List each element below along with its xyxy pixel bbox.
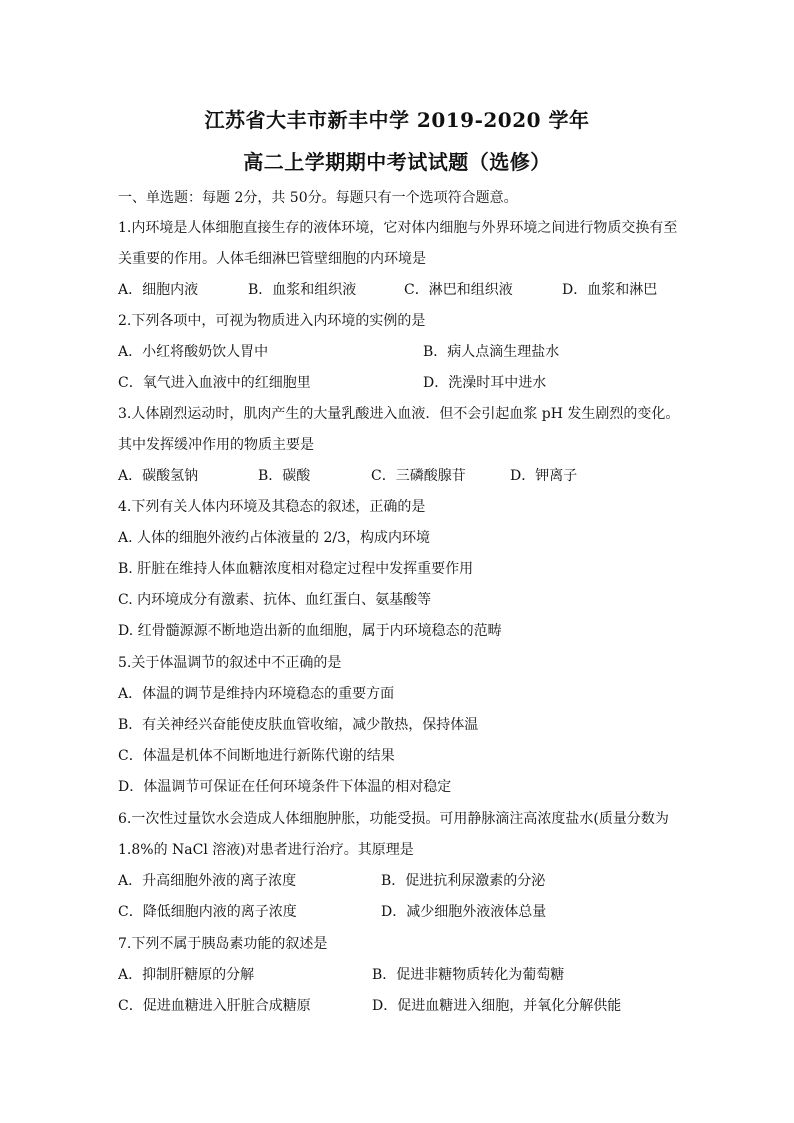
question-2-option-b: B．病人点滴生理盐水 [423, 344, 560, 360]
question-1-stem-line-1: 1.内环境是人体细胞直接生存的液体环境，它对体内细胞与外界环境之间进行物质交换有至 [118, 220, 678, 236]
question-7-option-a: A．抑制肝糖原的分解 [118, 967, 255, 983]
question-3-stem-line-1: 3.人体剧烈运动时，肌肉产生的大量乳酸进入血液．但不会引起血浆 pH 发生剧烈的变化。 [118, 406, 680, 422]
page-title: 江苏省大丰市新丰中学 2019-2020 学年 [204, 108, 590, 132]
question-7-option-d: D．促进血糖进入细胞，并氧化分解供能 [372, 998, 622, 1014]
question-3-option-b: B．碳酸 [258, 468, 311, 484]
question-4-option-b: B. 肝脏在维持人体血糖浓度相对稳定过程中发挥重要作用 [118, 561, 474, 577]
question-7-option-b: B．促进非糖物质转化为葡萄糖 [372, 967, 565, 983]
question-7-option-c: C．促进血糖进入肝脏合成糖原 [118, 998, 311, 1014]
question-4-stem: 4.下列有关人体内环境及其稳态的叙述，正确的是 [118, 499, 426, 515]
question-4-option-d: D. 红骨髓源源不断地造出新的血细胞，属于内环境稳态的范畴 [118, 623, 502, 639]
question-2-option-a: A．小红将酸奶饮人胃中 [118, 344, 269, 360]
question-2-stem: 2.下列各项中，可视为物质进入内环境的实例的是 [118, 313, 426, 329]
question-2-option-c: C．氧气进入血液中的红细胞里 [118, 375, 311, 391]
section-heading: 一、单选题：每题 2分，共 50分。每题只有一个选项符合题意。 [118, 190, 518, 206]
page-subtitle: 高二上学期期中考试试题（选修） [243, 150, 551, 174]
question-3-stem-line-2: 其中发挥缓冲作用的物质主要是 [118, 437, 314, 453]
question-1-option-b: B．血浆和组织液 [248, 282, 357, 298]
question-1-option-a: A．细胞内液 [118, 282, 199, 298]
question-6-stem-line-2: 1.8%的 NaCl 溶液)对患者进行治疗。其原理是 [118, 842, 414, 858]
question-6-option-b: B．促进抗利尿激素的分泌 [381, 873, 546, 889]
question-6-option-d: D．减少细胞外液液体总量 [381, 904, 547, 920]
question-1-stem-line-2: 关重要的作用。人体毛细淋巴管壁细胞的内环境是 [118, 251, 426, 267]
question-6-option-a: A．升高细胞外液的离子浓度 [118, 873, 297, 889]
question-3-option-a: A．碳酸氢钠 [118, 468, 199, 484]
question-2-option-d: D．洗澡时耳中进水 [423, 375, 547, 391]
question-5-option-d: D．体温调节可保证在任何环境条件下体温的相对稳定 [118, 779, 452, 795]
question-5-option-c: C．体温是机体不间断地进行新陈代谢的结果 [118, 748, 395, 764]
question-5-option-b: B．有关神经兴奋能使皮肤血管收缩，减少散热，保持体温 [118, 717, 479, 733]
question-4-option-a: A. 人体的细胞外液约占体液量的 2/3，构成内环境 [118, 530, 430, 546]
question-5-option-a: A．体温的调节是维持内环境稳态的重要方面 [118, 686, 395, 702]
question-5-stem: 5.关于体温调节的叙述中不正确的是 [118, 655, 342, 671]
question-3-option-d: D．钾离子 [510, 468, 578, 484]
question-6-option-c: C．降低细胞内液的离子浓度 [118, 904, 297, 920]
question-3-option-c: C．三磷酸腺苷 [371, 468, 466, 484]
question-6-stem-line-1: 6.一次性过量饮水会造成人体细胞肿胀，功能受损。可用静脉滴注高浓度盐水(质量分数为 [118, 811, 669, 827]
question-1-option-d: D．血浆和淋巴 [562, 282, 658, 298]
question-4-option-c: C. 内环境成分有激素、抗体、血红蛋白、氨基酸等 [118, 592, 432, 608]
question-7-stem: 7.下列不属于胰岛素功能的叙述是 [118, 936, 328, 952]
question-1-option-c: C．淋巴和组织液 [404, 282, 513, 298]
